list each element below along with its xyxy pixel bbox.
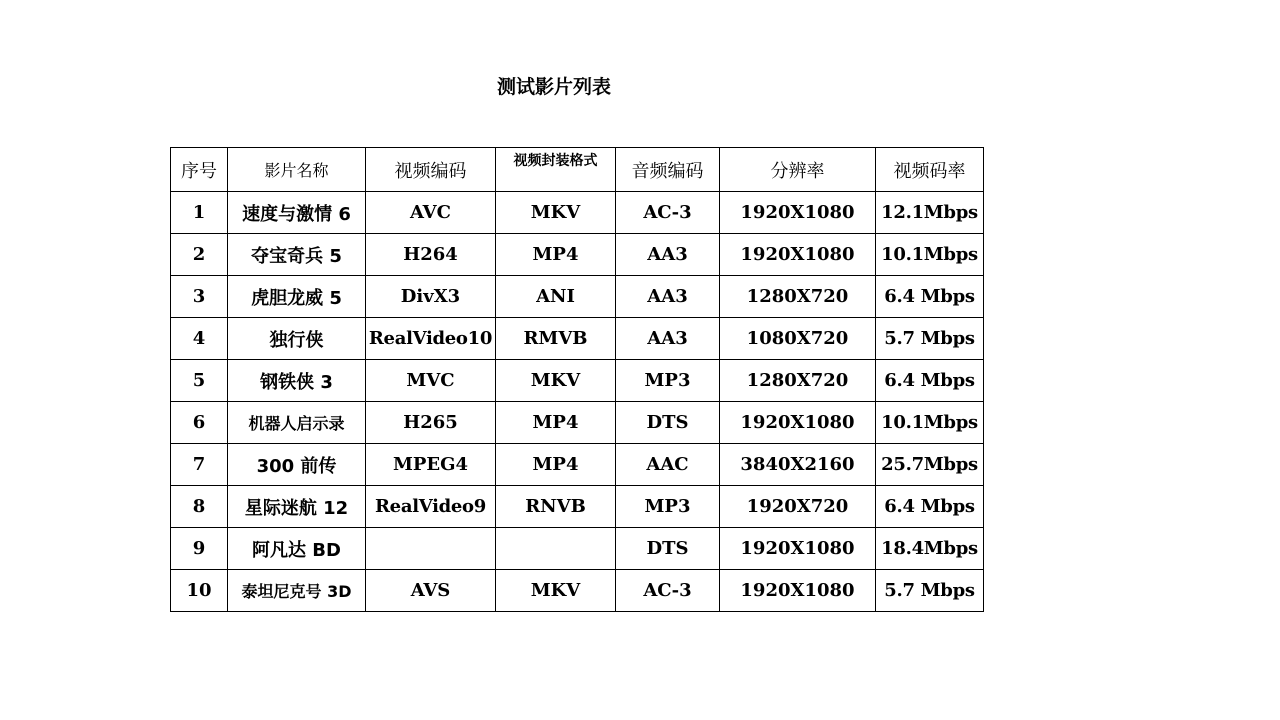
- table-row: [171, 570, 984, 612]
- cell-film-name: 300 前传: [228, 444, 366, 486]
- table-row: [171, 444, 984, 486]
- cell-audio-codec: AA3: [616, 318, 720, 360]
- header-container-format: 视频封装格式: [496, 148, 616, 192]
- cell-bitrate: 18.4Mbps: [876, 528, 984, 570]
- cell-index: 2: [171, 234, 228, 276]
- cell-video-codec: AVS: [366, 570, 496, 612]
- header-index: 序号: [171, 148, 228, 192]
- header-bitrate: 视频码率: [876, 148, 984, 192]
- cell-audio-codec: AA3: [616, 234, 720, 276]
- cell-film-name: 虎胆龙威 5: [228, 276, 366, 318]
- cell-container-format: RNVB: [496, 486, 616, 528]
- header-film-name: 影片名称: [228, 148, 366, 192]
- cell-audio-codec: DTS: [616, 402, 720, 444]
- page-title: 测试影片列表: [496, 76, 611, 98]
- cell-container-format: ANI: [496, 276, 616, 318]
- table-row: [171, 360, 984, 402]
- cell-audio-codec: AC-3: [616, 570, 720, 612]
- cell-container-format: MKV: [496, 192, 616, 234]
- film-list-table: [170, 147, 984, 612]
- cell-audio-codec: AAC: [616, 444, 720, 486]
- cell-resolution: 1280X720: [720, 276, 876, 318]
- cell-film-name: 夺宝奇兵 5: [228, 234, 366, 276]
- cell-bitrate: 5.7 Mbps: [876, 318, 984, 360]
- cell-video-codec: H264: [366, 234, 496, 276]
- cell-bitrate: 5.7 Mbps: [876, 570, 984, 612]
- cell-resolution: 1920X1080: [720, 234, 876, 276]
- cell-container-format: MP4: [496, 444, 616, 486]
- cell-audio-codec: MP3: [616, 360, 720, 402]
- cell-container-format: [496, 528, 616, 570]
- table-row: [171, 234, 984, 276]
- table-row: [171, 528, 984, 570]
- header-row: [171, 148, 984, 192]
- cell-bitrate: 12.1Mbps: [876, 192, 984, 234]
- cell-video-codec: AVC: [366, 192, 496, 234]
- cell-resolution: 1080X720: [720, 318, 876, 360]
- cell-video-codec: [366, 528, 496, 570]
- cell-film-name: 钢铁侠 3: [228, 360, 366, 402]
- table-row: [171, 318, 984, 360]
- header-video-codec: 视频编码: [366, 148, 496, 192]
- cell-container-format: MP4: [496, 234, 616, 276]
- cell-film-name: 星际迷航 12: [228, 486, 366, 528]
- cell-resolution: 1920X1080: [720, 402, 876, 444]
- cell-index: 1: [171, 192, 228, 234]
- cell-film-name: 机器人启示录: [228, 402, 366, 444]
- cell-index: 9: [171, 528, 228, 570]
- cell-film-name: 阿凡达 BD: [228, 528, 366, 570]
- cell-audio-codec: DTS: [616, 528, 720, 570]
- cell-film-name: 速度与激情 6: [228, 192, 366, 234]
- cell-video-codec: RealVideo9: [366, 486, 496, 528]
- cell-resolution: 1280X720: [720, 360, 876, 402]
- cell-resolution: 1920X1080: [720, 528, 876, 570]
- cell-container-format: MKV: [496, 360, 616, 402]
- cell-index: 10: [171, 570, 228, 612]
- cell-bitrate: 10.1Mbps: [876, 234, 984, 276]
- cell-video-codec: MVC: [366, 360, 496, 402]
- cell-video-codec: H265: [366, 402, 496, 444]
- header-resolution: 分辨率: [720, 148, 876, 192]
- cell-audio-codec: AC-3: [616, 192, 720, 234]
- cell-index: 4: [171, 318, 228, 360]
- table-row: [171, 402, 984, 444]
- cell-resolution: 1920X1080: [720, 192, 876, 234]
- cell-resolution: 1920X720: [720, 486, 876, 528]
- cell-audio-codec: MP3: [616, 486, 720, 528]
- cell-container-format: MKV: [496, 570, 616, 612]
- cell-resolution: 3840X2160: [720, 444, 876, 486]
- cell-index: 6: [171, 402, 228, 444]
- cell-bitrate: 10.1Mbps: [876, 402, 984, 444]
- cell-video-codec: MPEG4: [366, 444, 496, 486]
- cell-bitrate: 6.4 Mbps: [876, 276, 984, 318]
- cell-bitrate: 25.7Mbps: [876, 444, 984, 486]
- cell-index: 5: [171, 360, 228, 402]
- table-row: [171, 192, 984, 234]
- cell-index: 8: [171, 486, 228, 528]
- cell-video-codec: RealVideo10: [366, 318, 496, 360]
- cell-film-name: 泰坦尼克号 3D: [228, 570, 366, 612]
- table-row: [171, 486, 984, 528]
- cell-container-format: RMVB: [496, 318, 616, 360]
- cell-index: 3: [171, 276, 228, 318]
- cell-film-name: 独行侠: [228, 318, 366, 360]
- table-row: [171, 276, 984, 318]
- cell-video-codec: DivX3: [366, 276, 496, 318]
- cell-container-format: MP4: [496, 402, 616, 444]
- cell-bitrate: 6.4 Mbps: [876, 486, 984, 528]
- cell-index: 7: [171, 444, 228, 486]
- cell-resolution: 1920X1080: [720, 570, 876, 612]
- cell-audio-codec: AA3: [616, 276, 720, 318]
- cell-bitrate: 6.4 Mbps: [876, 360, 984, 402]
- header-audio-codec: 音频编码: [616, 148, 720, 192]
